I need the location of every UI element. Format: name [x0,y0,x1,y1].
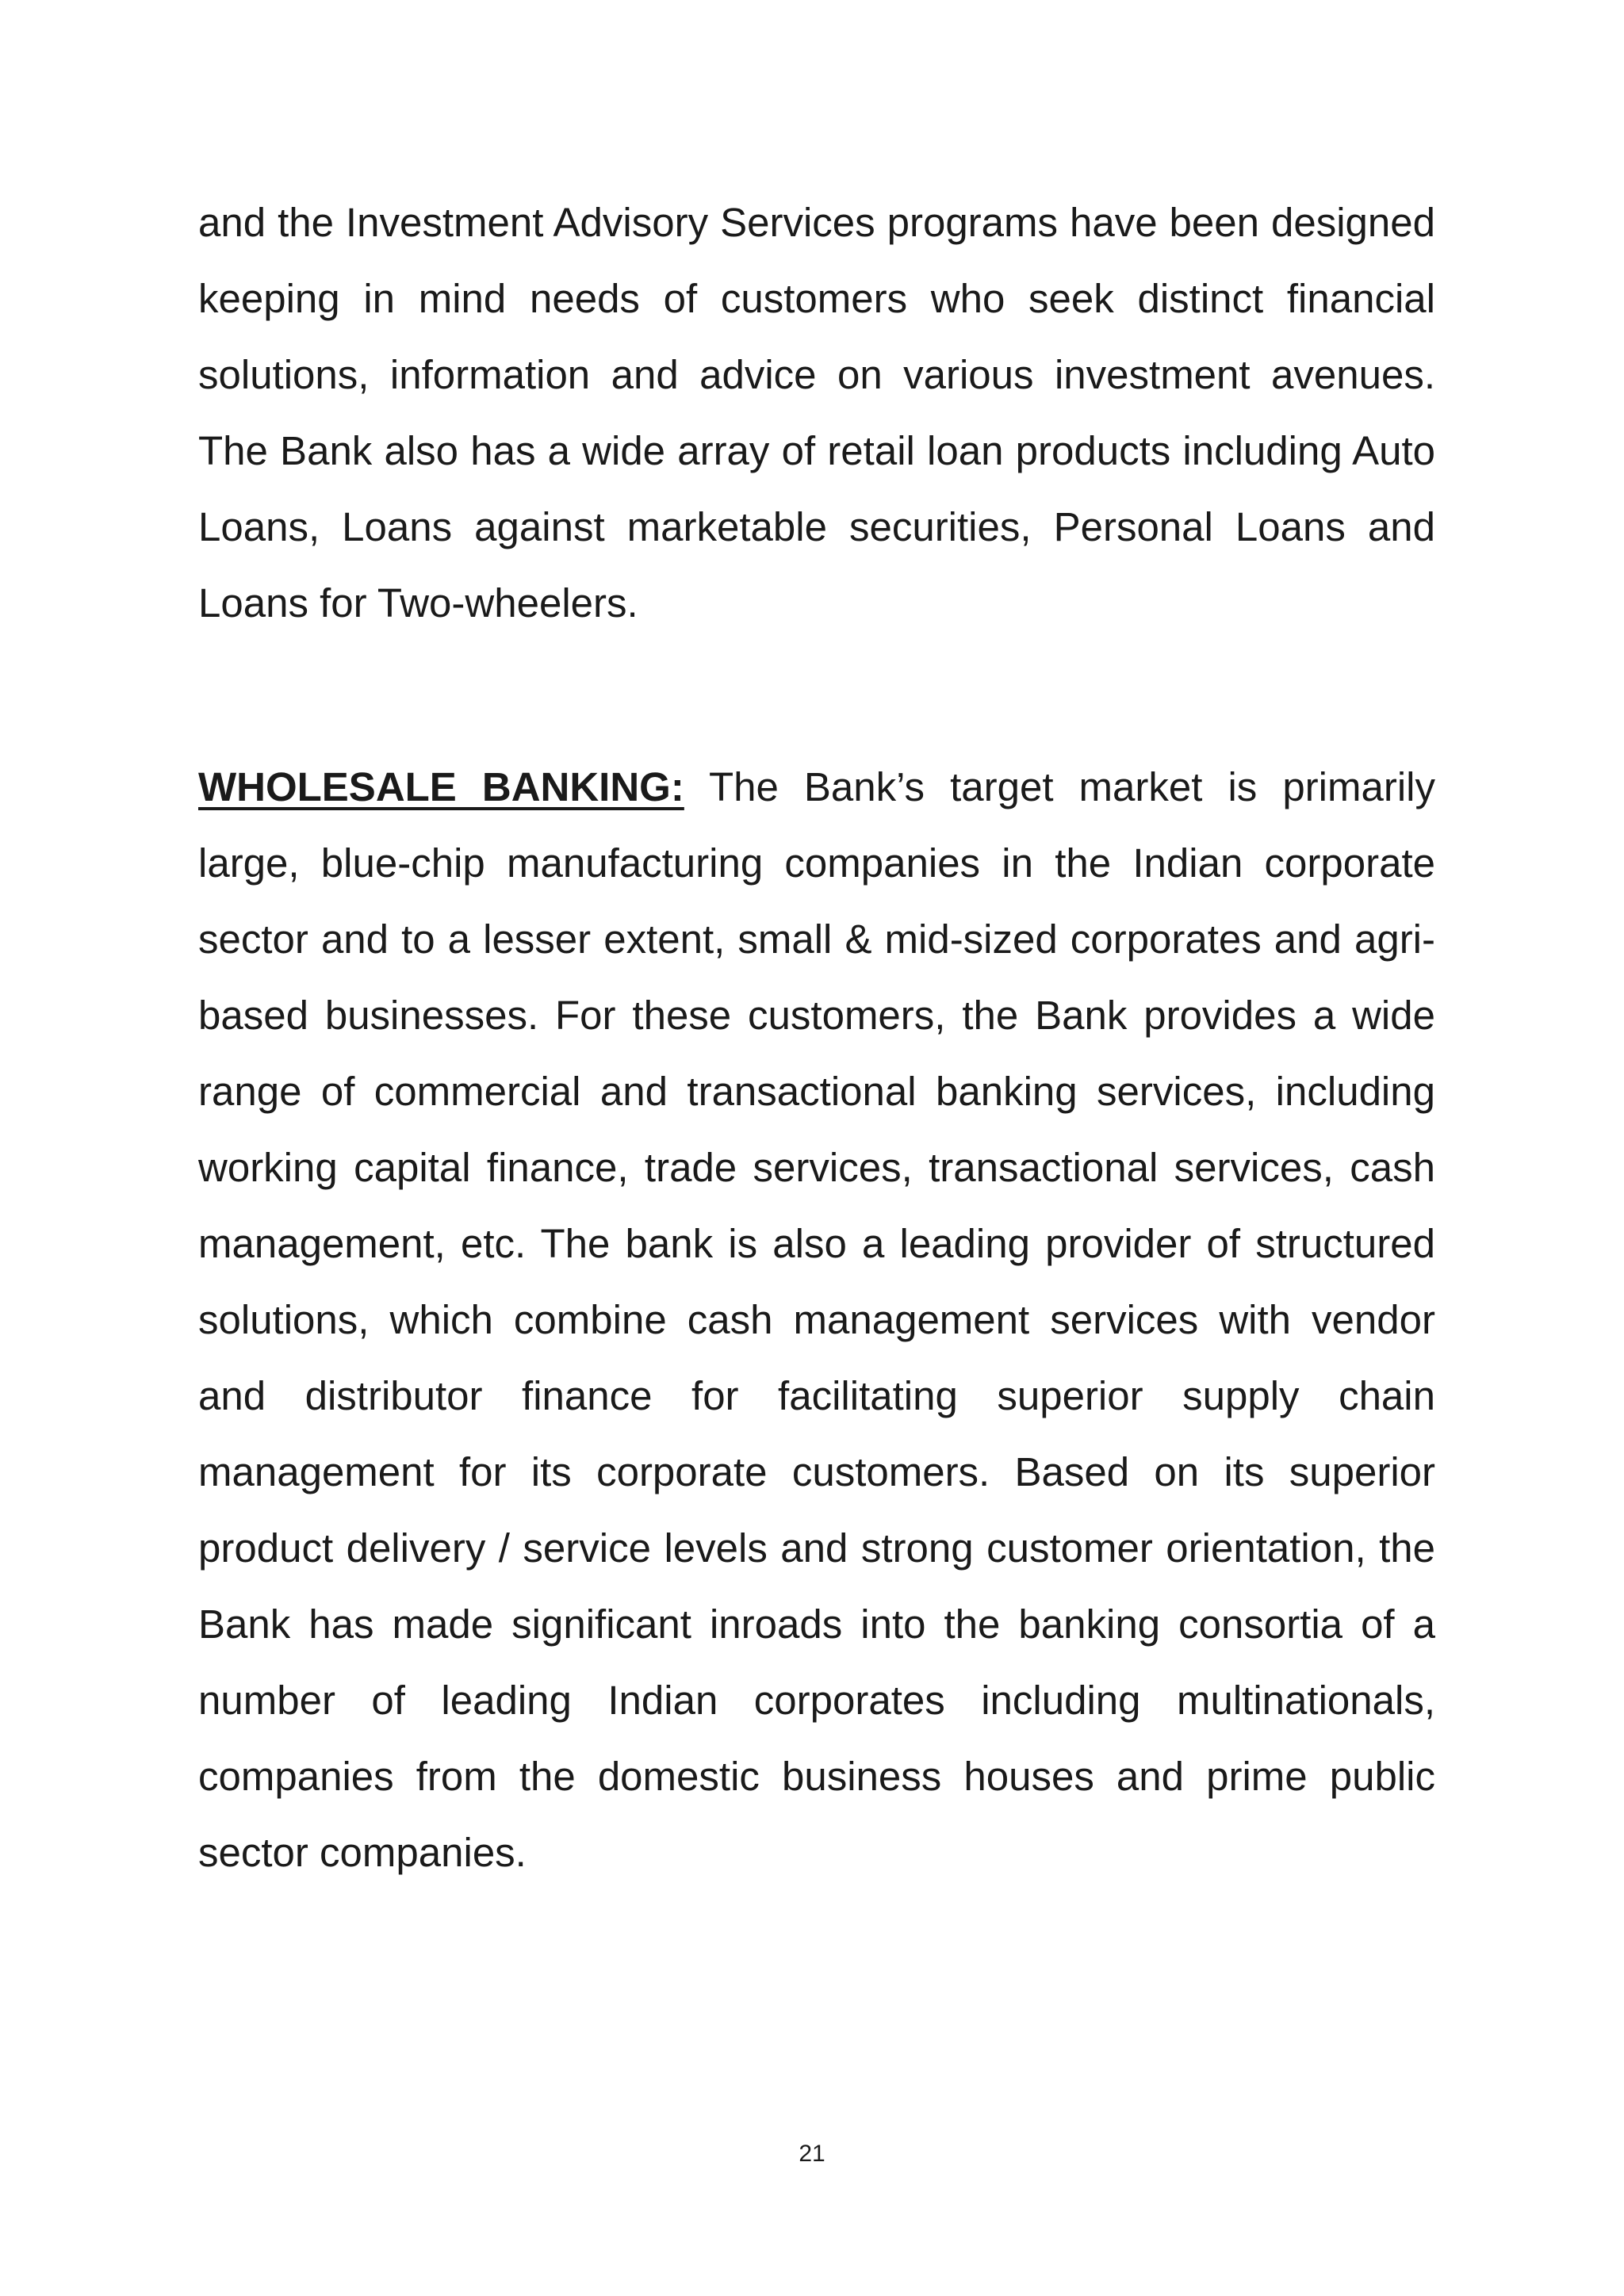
paragraph-text: and the Investment Advisory Services programs have been designed keeping in mind needs of customers who seek distinct financial solutions, information and advice on various investment avenues. The Bank also has a wide array of retail loan products including Auto Loans, Loans against marketable securities, Personal Loans and Loans for Two-wheelers. [198,200,1435,626]
body-paragraph-retail [198,185,1435,641]
page-number: 21 [799,2141,825,2167]
paragraph-text: The Bank’s target market is primarily large, blue-chip manufacturing companies in the Indian corporate sector and to a lesser extent, small & mid-sized corporates and agri-based businesses. For these customers, the Bank provides a wide range of commercial and transactional banking services, including working capital finance, trade services, transactional services, cash management, etc. The bank is also a leading provider of structured solutions, which combine cash management services with vendor and distributor finance for facilitating superior supply chain management for its corporate customers. Based on its superior product delivery / service levels and strong customer orientation, the Bank has made significant inroads into the banking consortia of a number of leading Indian corporates including multinationals, companies from the domestic business houses and prime public sector companies. [198,764,1435,1875]
body-paragraph-wholesale [198,749,1435,1891]
section-heading-wholesale-banking: WHOLESALE BANKING: [198,764,684,809]
